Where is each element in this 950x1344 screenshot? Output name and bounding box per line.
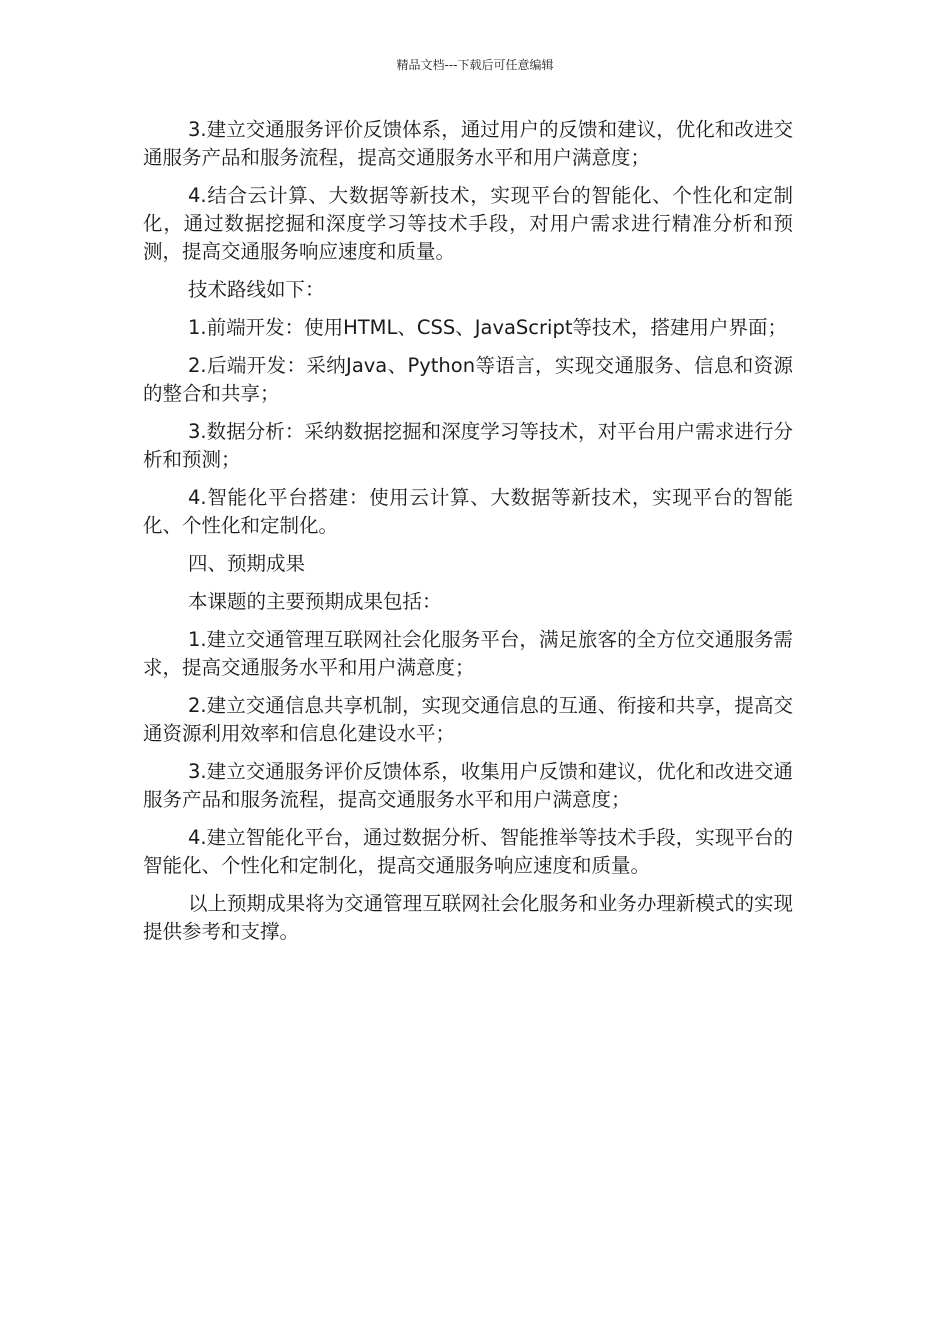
paragraph-data-analysis: 3.数据分析：采纳数据挖掘和深度学习等技术，对平台用户需求进行分析和预测； [143,420,793,471]
paragraph-result-evaluation: 3.建立交通服务评价反馈体系，收集用户反馈和建议，优化和改进交通服务产品和服务流程，提高交通服务水平和用户满意度； [143,760,793,811]
paragraph-frontend: 1.前端开发：使用HTML、CSS、JavaScript等技术，搭建用户界面； [188,316,787,339]
paragraph-smart-platform: 4.智能化平台搭建：使用云计算、大数据等新技术，实现平台的智能化、个性化和定制化。 [143,486,793,537]
paragraph-conclusion: 以上预期成果将为交通管理互联网社会化服务和业务办理新模式的实现提供参考和支撑。 [143,892,793,943]
paragraph-result-info-sharing: 2.建立交通信息共享机制，实现交通信息的互通、衔接和共享，提高交通资源利用效率和信息化建设水平； [143,694,793,745]
paragraph-results-intro: 本课题的主要预期成果包括： [188,590,442,613]
page-header: 精品文档---下载后可任意编辑 [396,58,554,72]
paragraph-backend: 2.后端开发：采纳Java、Python等语言，实现交通服务、信息和资源的整合和共享； [143,354,793,405]
paragraph-evaluation-feedback: 3.建立交通服务评价反馈体系，通过用户的反馈和建议，优化和改进交通服务产品和服务流程，提高交通服务水平和用户满意度； [143,118,793,169]
paragraph-cloud-bigdata: 4.结合云计算、大数据等新技术，实现平台的智能化、个性化和定制化，通过数据挖掘和深度学习等技术手段，对用户需求进行精准分析和预测，提高交通服务响应速度和质量。 [143,184,793,263]
paragraph-result-smart-platform: 4.建立智能化平台，通过数据分析、智能推举等技术手段，实现平台的智能化、个性化和定制化，提高交通服务响应速度和质量。 [143,826,793,877]
paragraph-tech-route-heading: 技术路线如下： [188,278,325,301]
paragraph-result-service-platform: 1.建立交通管理互联网社会化服务平台，满足旅客的全方位交通服务需求，提高交通服务水平和用户满意度； [143,628,793,679]
document-body [143,116,793,956]
section-heading-expected-results: 四、预期成果 [188,552,306,575]
